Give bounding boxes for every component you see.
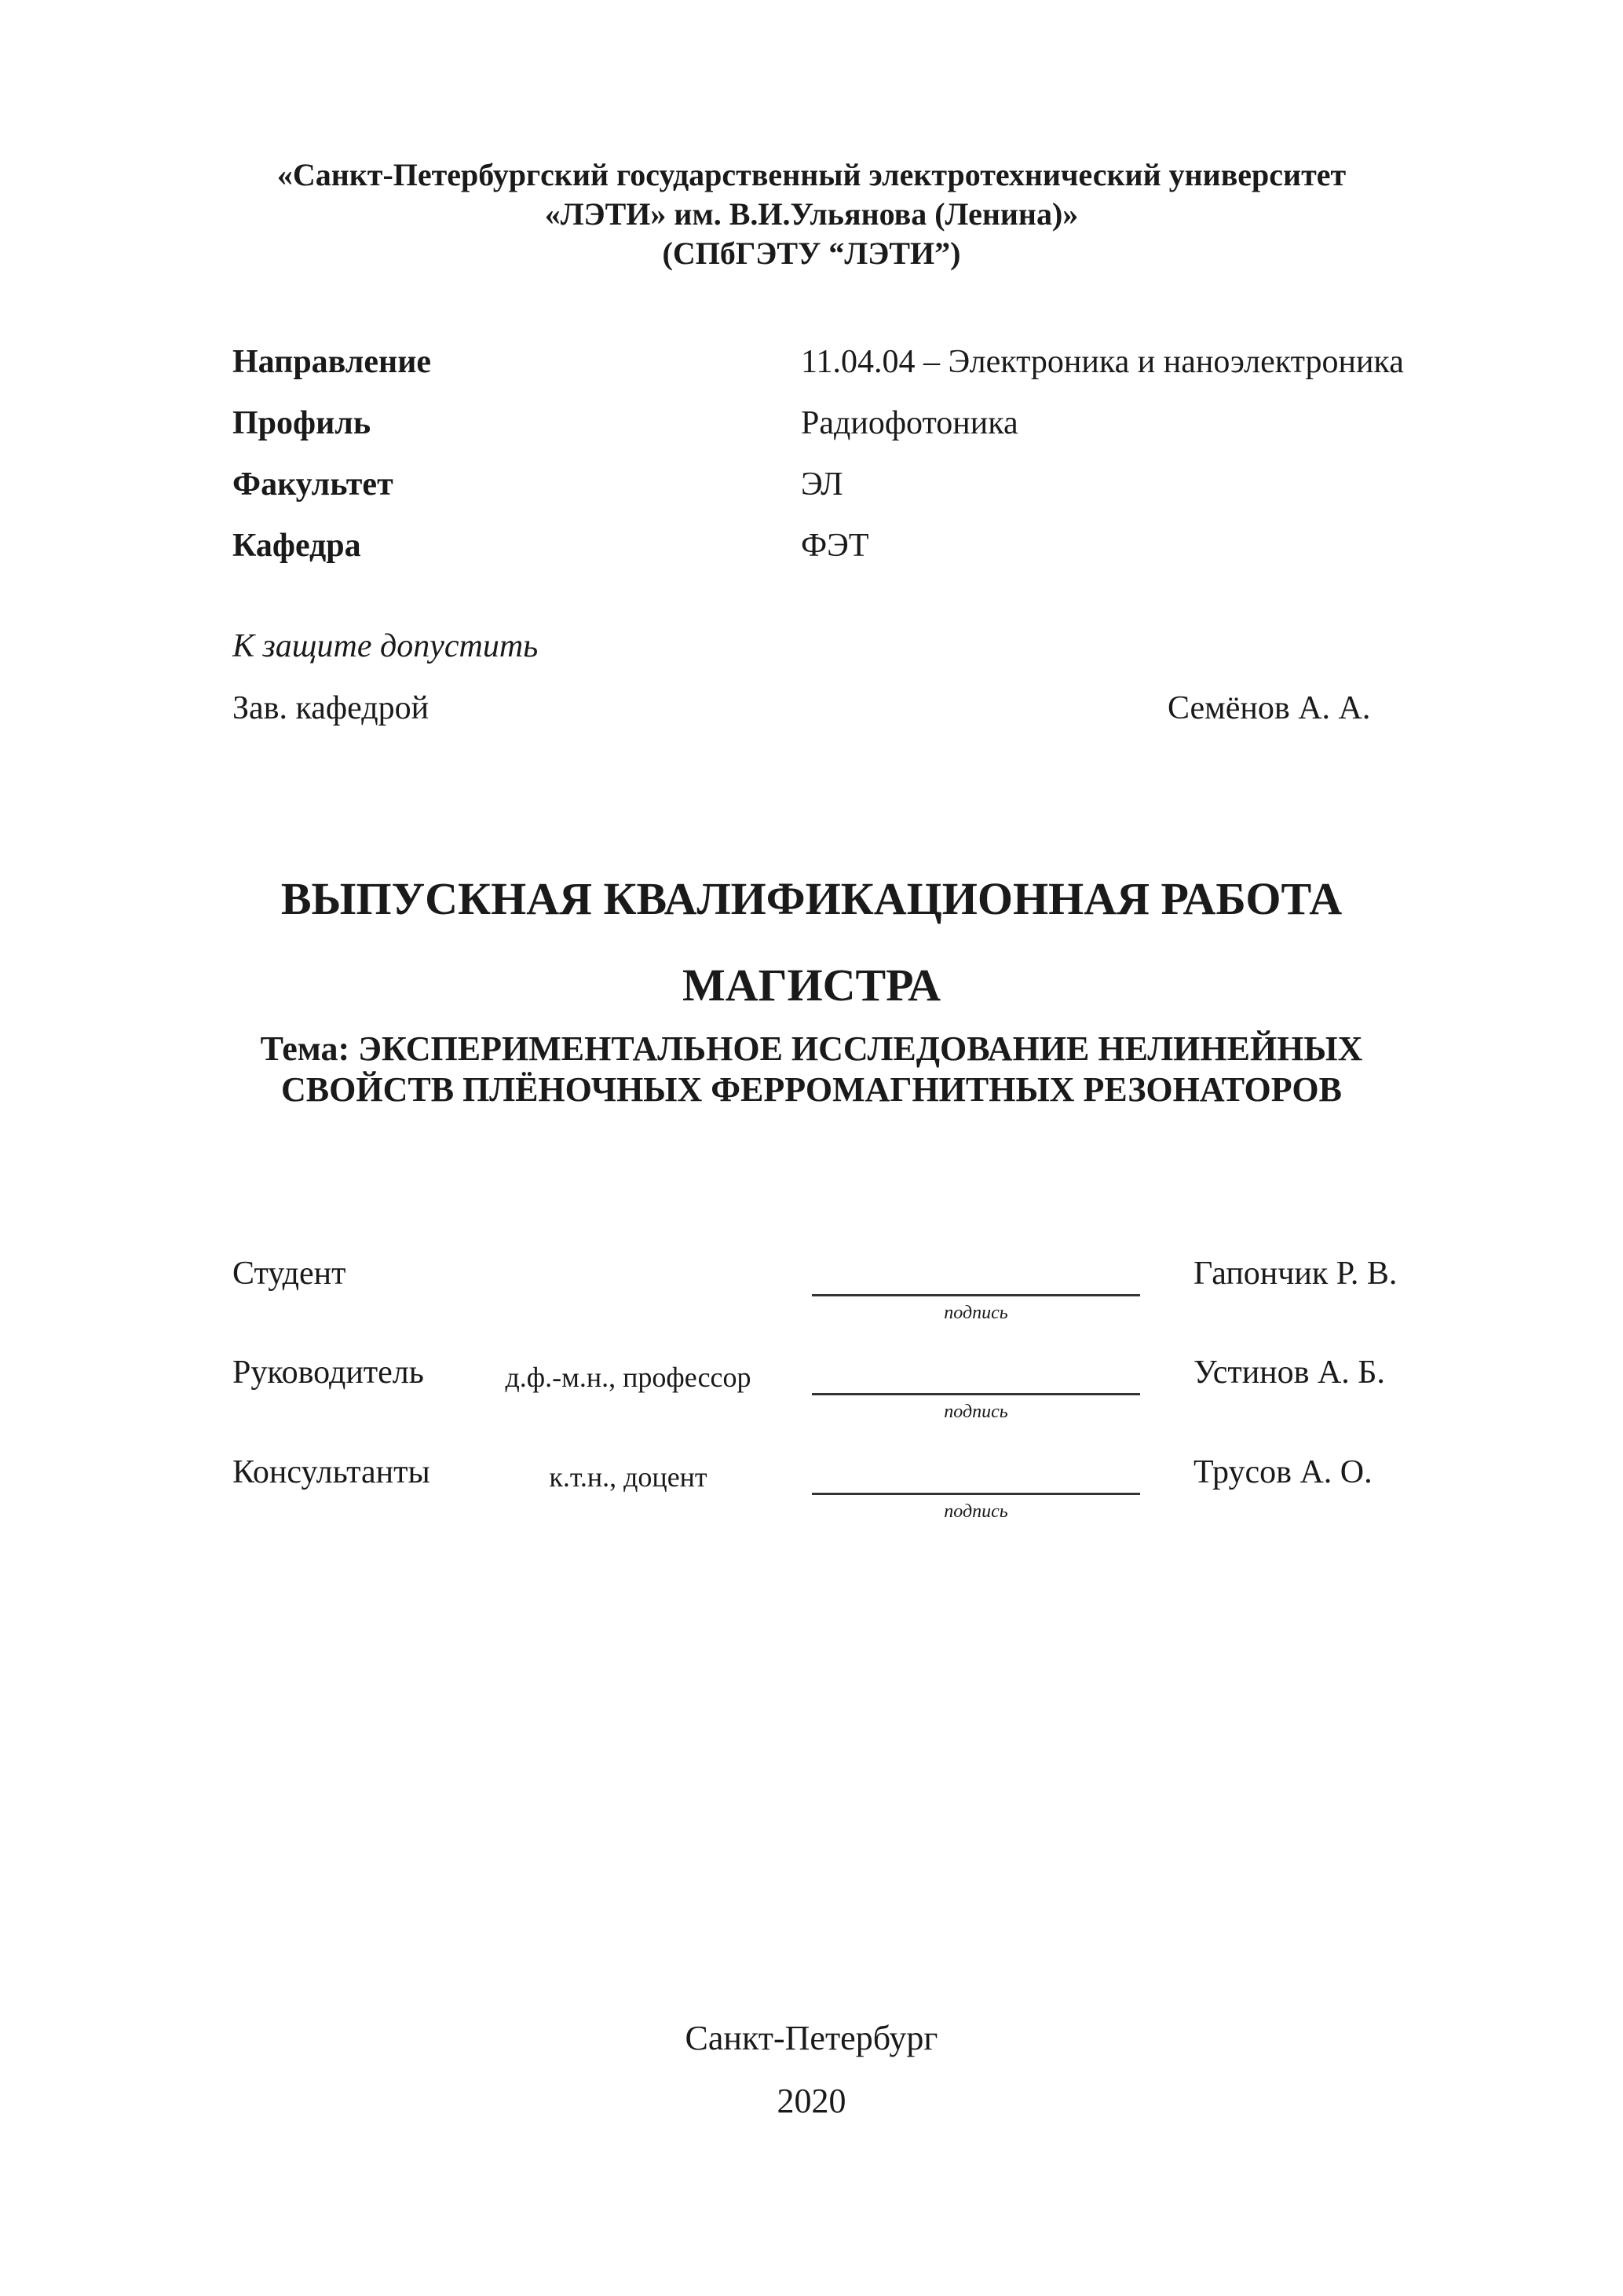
university-abbreviation: (СПбГЭТУ “ЛЭТИ”) [662, 236, 961, 271]
work-type-title [0, 868, 1623, 1017]
signature-caption: подпись [944, 1501, 1008, 1522]
signature-row-supervisor [0, 1353, 1623, 1447]
signature-degree: д.ф.-м.н., профессор [505, 1362, 751, 1393]
signature-role: Руководитель [232, 1355, 424, 1391]
signature-row-student [0, 1254, 1623, 1348]
info-label: Кафедра [232, 528, 361, 564]
signature-line [812, 1294, 1140, 1296]
info-value: ЭЛ [801, 466, 843, 503]
footer-year: 2020 [777, 2082, 846, 2120]
signature-line [812, 1493, 1140, 1495]
work-type-line1: ВЫПУСКНАЯ КВАЛИФИКАЦИОННАЯ РАБОТА [280, 873, 1343, 924]
work-type-line2: МАГИСТРА [682, 960, 941, 1011]
signature-name: Трусов А. О. [1193, 1454, 1373, 1490]
info-value: 11.04.04 – Электроника и наноэлектроника [801, 344, 1404, 380]
signature-name: Гапончик Р. В. [1193, 1256, 1398, 1292]
signature-name: Устинов А. Б. [1193, 1355, 1385, 1391]
info-label: Профиль [232, 405, 371, 441]
footer [0, 2007, 1623, 2133]
signature-degree: к.т.н., доцент [549, 1461, 707, 1493]
university-name-line2: «ЛЭТИ» им. В.И.Ульянова (Ленина)» [544, 196, 1079, 232]
info-row-department [232, 526, 1567, 565]
head-of-department-name: Семёнов А. А. [1168, 690, 1371, 726]
info-value: Радиофотоника [801, 405, 1018, 441]
signature-row-consultants [0, 1453, 1623, 1547]
info-row-direction [232, 342, 1567, 382]
university-header [0, 155, 1623, 273]
signature-caption: подпись [944, 1303, 1008, 1323]
info-label: Направление [232, 344, 432, 380]
topic-line2: СВОЙСТВ ПЛЁНОЧНЫХ ФЕРРОМАГНИТНЫХ РЕЗОНАТОРОВ [281, 1070, 1342, 1109]
thesis-topic [0, 1029, 1623, 1110]
info-row-profile [232, 404, 1567, 443]
info-value: ФЭТ [801, 528, 869, 564]
approval-note: К защите допустить [232, 628, 539, 664]
info-label: Факультет [232, 466, 393, 503]
signature-role: Студент [232, 1256, 346, 1292]
signature-line [812, 1393, 1140, 1395]
footer-city: Санкт-Петербург [685, 2019, 938, 2057]
university-name-line1: «Санкт-Петербургский государственный электротехнический университет [276, 157, 1347, 192]
head-of-department-label: Зав. кафедрой [232, 690, 430, 726]
signature-role: Консультанты [232, 1454, 430, 1490]
topic-line1: Тема: ЭКСПЕРИМЕНТАЛЬНОЕ ИССЛЕДОВАНИЕ НЕЛИНЕЙНЫХ [260, 1029, 1363, 1068]
info-row-faculty [232, 465, 1567, 504]
signature-caption: подпись [944, 1402, 1008, 1422]
